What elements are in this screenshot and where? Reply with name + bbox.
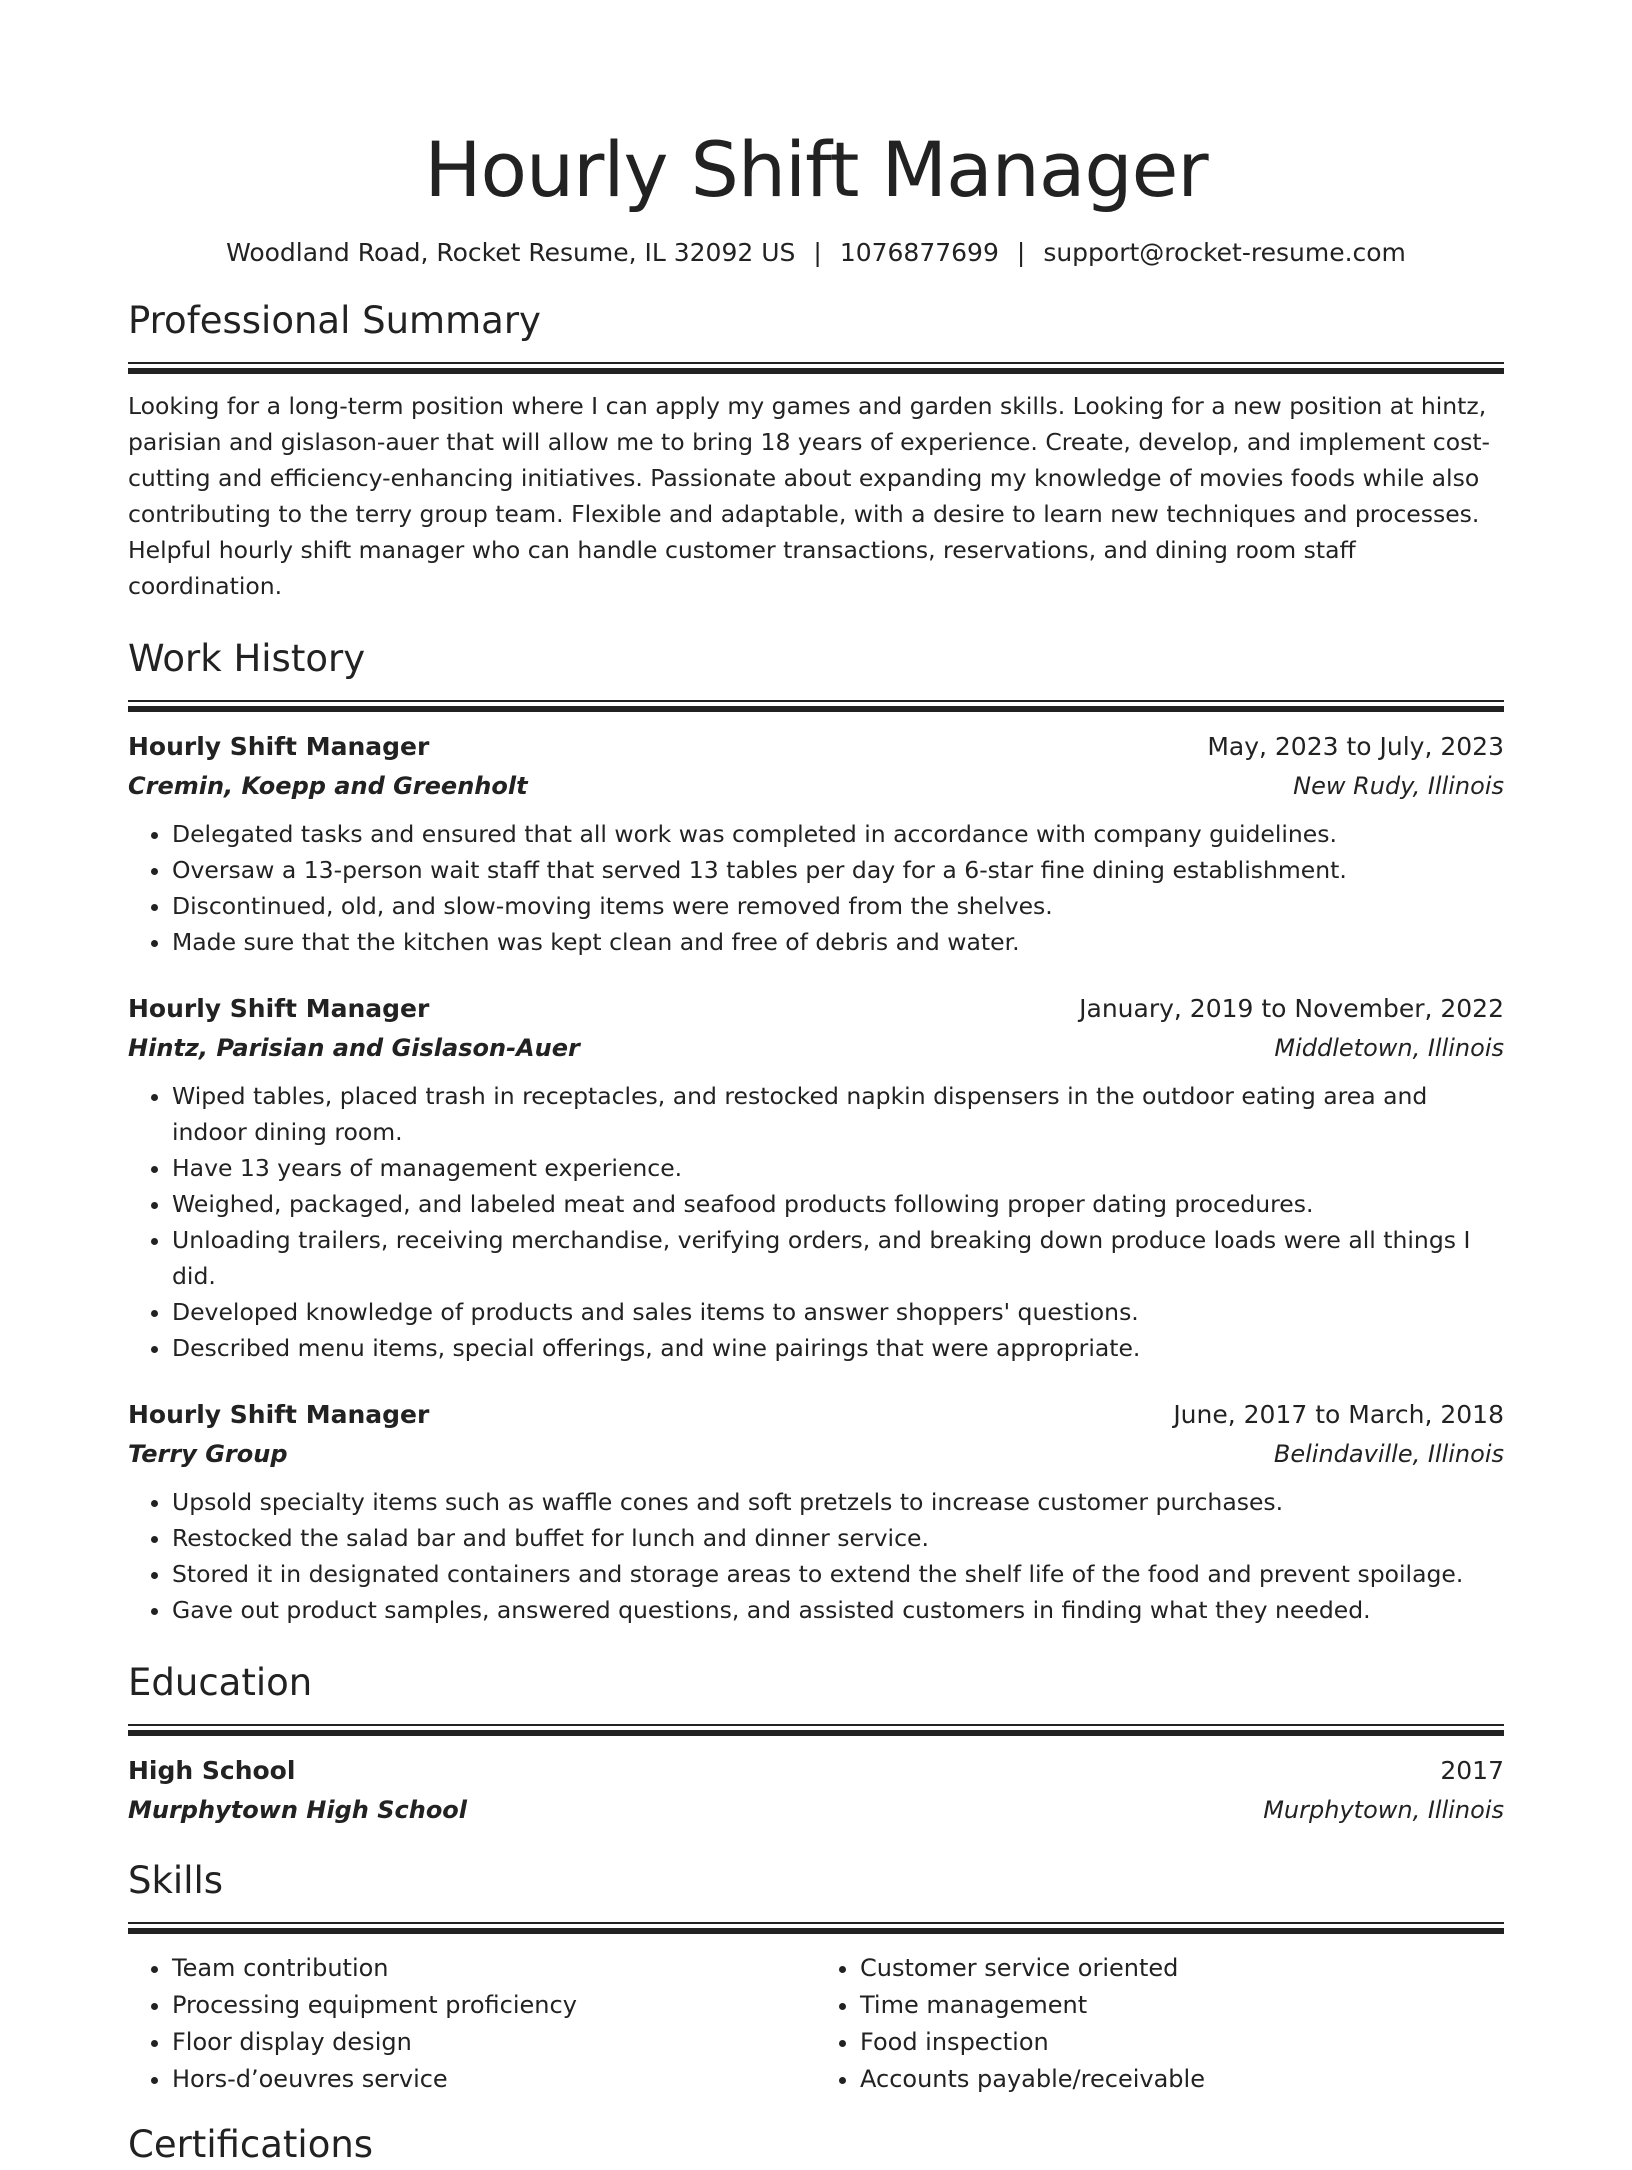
job-bullet: • Discontinued, old, and slow-moving items were removed from the shelves.: [172, 888, 1504, 924]
job-bullet: • Stored it in designated containers and storage areas to extend the shelf life of the food and prevent spoilage.: [172, 1556, 1504, 1592]
skills-list: [128, 1950, 1504, 2098]
education-subheader: [128, 1790, 1504, 1830]
education-title: Education: [128, 1661, 313, 1704]
job-bullets: [128, 1484, 1504, 1628]
job-dates: January, 2019 to November, 2022: [1079, 994, 1504, 1023]
job-bullet: • Described menu items, special offerings, and wine pairings that were appropriate.: [172, 1330, 1504, 1366]
job-bullet: • Delegated tasks and ensured that all work was completed in accordance with company guidelines.: [172, 816, 1504, 852]
job-bullet: • Oversaw a 13-person wait staff that served 13 tables per day for a 6-star fine dining establishment.: [172, 852, 1504, 888]
education-school: Murphytown High School: [128, 1796, 468, 1824]
education-year: 2017: [1440, 1756, 1504, 1785]
resume-page: [128, 0, 1504, 2170]
skill-item: • Floor display design: [172, 2024, 816, 2061]
job-header: [128, 728, 1504, 766]
summary-section: [128, 296, 1504, 604]
job-bullet: • Made sure that the kitchen was kept clean and free of debris and water.: [172, 924, 1504, 960]
contact-separator: |: [1016, 238, 1026, 267]
certifications-title: Certifications: [128, 2123, 374, 2166]
skills-section: [128, 1856, 1504, 2098]
job-header: [128, 990, 1504, 1028]
section-divider: [128, 362, 1504, 374]
job-bullets: [128, 1078, 1504, 1366]
job-location: New Rudy, Illinois: [1293, 772, 1504, 800]
job-title: Hourly Shift Manager: [128, 1400, 430, 1429]
job-bullet: • Weighed, packaged, and labeled meat and seafood products following proper dating procedures.: [172, 1186, 1504, 1222]
job-dates: June, 2017 to March, 2018: [1173, 1400, 1504, 1429]
skill-item: • Hors-d’oeuvres service: [172, 2061, 816, 2098]
skills-column-left: [128, 1950, 816, 2098]
skills-title: Skills: [128, 1859, 224, 1902]
education-section: [128, 1658, 1504, 1830]
contact-separator: |: [813, 238, 822, 267]
skill-item: • Customer service oriented: [860, 1950, 1504, 1987]
certifications-section: [128, 2120, 1504, 2170]
job-bullets: [128, 816, 1504, 960]
job-subheader: [128, 1434, 1504, 1474]
skills-column-right: [816, 1950, 1504, 2098]
job-title: Hourly Shift Manager: [128, 732, 430, 761]
skill-item: • Accounts payable/receivable: [860, 2061, 1504, 2098]
job-location: Belindaville, Illinois: [1273, 1440, 1504, 1468]
resume-name: Hourly Shift Manager: [424, 125, 1208, 214]
job-company: Hintz, Parisian and Gislason-Auer: [128, 1034, 580, 1062]
section-divider: [128, 700, 1504, 712]
skill-item: • Processing equipment proficiency: [172, 1987, 816, 2024]
job-title: Hourly Shift Manager: [128, 994, 430, 1023]
job-bullet: • Have 13 years of management experience.: [172, 1150, 1504, 1186]
education-header: [128, 1752, 1504, 1790]
job-bullet: • Gave out product samples, answered questions, and assisted customers in finding what they needed.: [172, 1592, 1504, 1628]
job-location: Middletown, Illinois: [1274, 1034, 1504, 1062]
contact-phone: 1076877699: [839, 238, 999, 267]
section-divider: [128, 1922, 1504, 1934]
job-entry: [128, 1396, 1504, 1628]
education-location: Murphytown, Illinois: [1263, 1796, 1504, 1824]
job-company: Terry Group: [128, 1440, 288, 1468]
job-bullet: • Wiped tables, placed trash in receptacles, and restocked napkin dispensers in the outdoor eating area and indoor dining room.: [172, 1078, 1504, 1150]
job-company: Cremin, Koepp and Greenholt: [128, 772, 528, 800]
education-degree: High School: [128, 1756, 296, 1785]
job-entry: [128, 990, 1504, 1366]
job-bullet: • Restocked the salad bar and buffet for lunch and dinner service.: [172, 1520, 1504, 1556]
contact-address: Woodland Road, Rocket Resume, IL 32092 US: [226, 238, 796, 267]
job-subheader: [128, 1028, 1504, 1068]
contact-line: [128, 236, 1504, 270]
job-bullet: • Unloading trailers, receiving merchandise, verifying orders, and breaking down produce loads were all things I did.: [172, 1222, 1504, 1294]
education-entry: [128, 1752, 1504, 1830]
summary-title: Professional Summary: [128, 299, 541, 342]
skill-item: • Team contribution: [172, 1950, 816, 1987]
job-subheader: [128, 766, 1504, 806]
work-history-section: [128, 634, 1504, 1628]
contact-email[interactable]: support@rocket-resume.com: [1043, 238, 1406, 267]
summary-text: Looking for a long-term position where I can apply my games and garden skills. Looking for a new position at hintz, parisian and gislason-auer that will allow me to bring 18 years of experience. Create, develop, and implement cost-cutting and efficiency-enhancing initiatives. Passionate about expanding my knowledge of movies foods while also contributing to the terry group team. Flexible and adaptable, with a desire to learn new techniques and processes. Helpful hourly shift manager who can handle customer transactions, reservations, and dining room staff coordination.: [128, 392, 1491, 600]
job-bullet: • Developed knowledge of products and sales items to answer shoppers' questions.: [172, 1294, 1504, 1330]
job-bullet: • Upsold specialty items such as waffle cones and soft pretzels to increase customer purchases.: [172, 1484, 1504, 1520]
job-header: [128, 1396, 1504, 1434]
job-entry: [128, 728, 1504, 960]
section-divider: [128, 1724, 1504, 1736]
skill-item: • Time management: [860, 1987, 1504, 2024]
work-history-title: Work History: [128, 637, 366, 680]
job-dates: May, 2023 to July, 2023: [1207, 732, 1504, 761]
skill-item: • Food inspection: [860, 2024, 1504, 2061]
